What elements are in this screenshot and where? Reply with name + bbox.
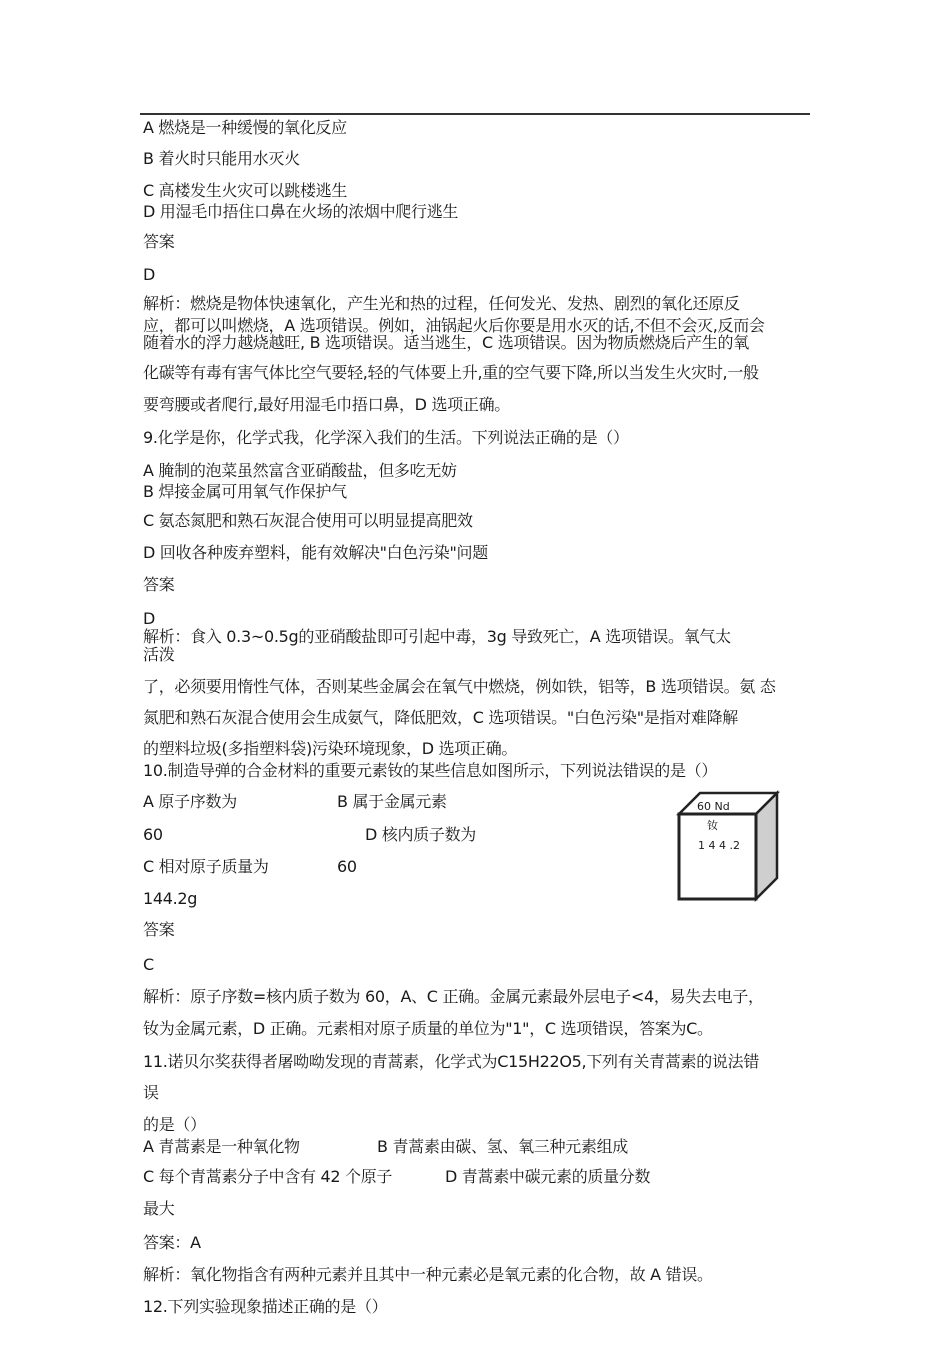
- q11-option-a: A 青蒿素是一种氧化物: [143, 1137, 300, 1156]
- q8-analysis-line: 要弯腰或者爬行,最好用湿毛巾捂口鼻，D 选项正确。: [143, 395, 510, 414]
- q8-answer: D: [143, 265, 156, 284]
- q9-analysis-line: 了，必须要用惰性气体，否则某些金属会在氧气中燃烧，例如铁，铝等，B 选项错误。氨 态: [143, 677, 776, 696]
- q8-option-a: A 燃烧是一种缓慢的氧化反应: [143, 118, 347, 137]
- q9-option-b: B 焊接金属可用氧气作保护气: [143, 482, 347, 501]
- q10-option-a-value: 60: [143, 825, 163, 844]
- q10-option-d: D 核内质子数为: [365, 825, 477, 844]
- q11-answer: 答案：A: [143, 1233, 201, 1252]
- q8-analysis-line: 应，都可以叫燃烧，A 选项错误。例如，油锅起火后你要是用水灭的话,不但不会灭,反而会: [143, 316, 765, 335]
- q11-question-line: 误: [143, 1083, 159, 1102]
- q11-option-d-continued: 最大: [143, 1199, 175, 1218]
- q8-analysis-line: 随着水的浮力越烧越旺, B 选项错误。适当逃生，C 选项错误。因为物质燃烧后产生的氧: [143, 333, 749, 352]
- q9-analysis-line: 解析：食入 0.3~0.5g的亚硝酸盐即可引起中毒，3g 导致死亡，A 选项错误。氧气太: [143, 627, 731, 646]
- element-number-symbol: 60 Nd: [697, 800, 730, 813]
- q10-option-c-value: 144.2g: [143, 889, 198, 908]
- q9-analysis-line: 的塑料垃圾(多指塑料袋)污染环境现象，D 选项正确。: [143, 739, 518, 758]
- q8-option-d: D 用湿毛巾捂住口鼻在火场的浓烟中爬行逃生: [143, 202, 459, 221]
- q9-answer-label: 答案: [143, 575, 175, 594]
- q8-analysis-line: 化碳等有毒有害气体比空气要轻,轻的气体要上升,重的空气要下降,所以当发生火灾时,一般: [143, 363, 759, 382]
- q11-option-c: C 每个青蒿素分子中含有 42 个原子: [143, 1167, 393, 1186]
- q8-option-b: B 着火时只能用水灭火: [143, 149, 300, 168]
- q9-analysis-line: 氮肥和熟石灰混合使用会生成氨气，降低肥效，C 选项错误。"白色污染"是指对难降解: [143, 708, 738, 727]
- q11-option-b: B 青蒿素由碳、氢、氧三种元素组成: [377, 1137, 628, 1156]
- q10-option-d-value: 60: [337, 857, 357, 876]
- element-name: 钕: [707, 819, 718, 832]
- q11-option-d: D 青蒿素中碳元素的质量分数: [445, 1167, 651, 1186]
- q9-option-c: C 氨态氮肥和熟石灰混合使用可以明显提高肥效: [143, 511, 473, 530]
- q11-analysis: 解析：氧化物指含有两种元素并且其中一种元素必是氧元素的化合物，故 A 错误。: [143, 1265, 713, 1284]
- q8-analysis-line: 解析：燃烧是物体快速氧化，产生光和热的过程，任何发光、发热、剧烈的氧化还原反: [143, 294, 740, 313]
- q10-analysis-line: 钕为金属元素，D 正确。元素相对原子质量的单位为"1"，C 选项错误，答案为C。: [143, 1019, 713, 1038]
- q9-option-a: A 腌制的泡菜虽然富含亚硝酸盐，但多吃无妨: [143, 461, 457, 480]
- q10-option-b: B 属于金属元素: [337, 792, 447, 811]
- q10-option-c: C 相对原子质量为: [143, 857, 269, 876]
- q8-answer-label: 答案: [143, 232, 175, 251]
- q10-answer: C: [143, 955, 154, 974]
- q10-analysis-line: 解析：原子序数=核内质子数为 60，A、C 正确。金属元素最外层电子<4，易失去电子，: [143, 987, 764, 1006]
- q8-option-c: C 高楼发生火灾可以跳楼逃生: [143, 181, 348, 200]
- element-card-neodymium: [676, 790, 780, 902]
- q9-question: 9.化学是你，化学式我，化学深入我们的生活。下列说法正确的是（）: [143, 428, 629, 447]
- q11-question-line: 11.诺贝尔奖获得者屠呦呦发现的青蒿素，化学式为C15H22O5,下列有关青蒿素的说法错: [143, 1052, 760, 1071]
- q10-option-a: A 原子序数为: [143, 792, 237, 811]
- top-rule: [140, 113, 810, 115]
- q11-question-line: 的是（）: [143, 1115, 206, 1134]
- q9-analysis-line: 活泼: [143, 645, 175, 664]
- element-mass: 1 4 4 .2: [698, 839, 740, 852]
- q9-answer: D: [143, 609, 156, 628]
- q10-question: 10.制造导弹的合金材料的重要元素钕的某些信息如图所示，下列说法错误的是（）: [143, 761, 718, 780]
- q9-option-d: D 回收各种废弃塑料，能有效解决"白色污染"问题: [143, 543, 488, 562]
- q12-question: 12.下列实验现象描述正确的是（）: [143, 1297, 388, 1316]
- q10-answer-label: 答案: [143, 920, 175, 939]
